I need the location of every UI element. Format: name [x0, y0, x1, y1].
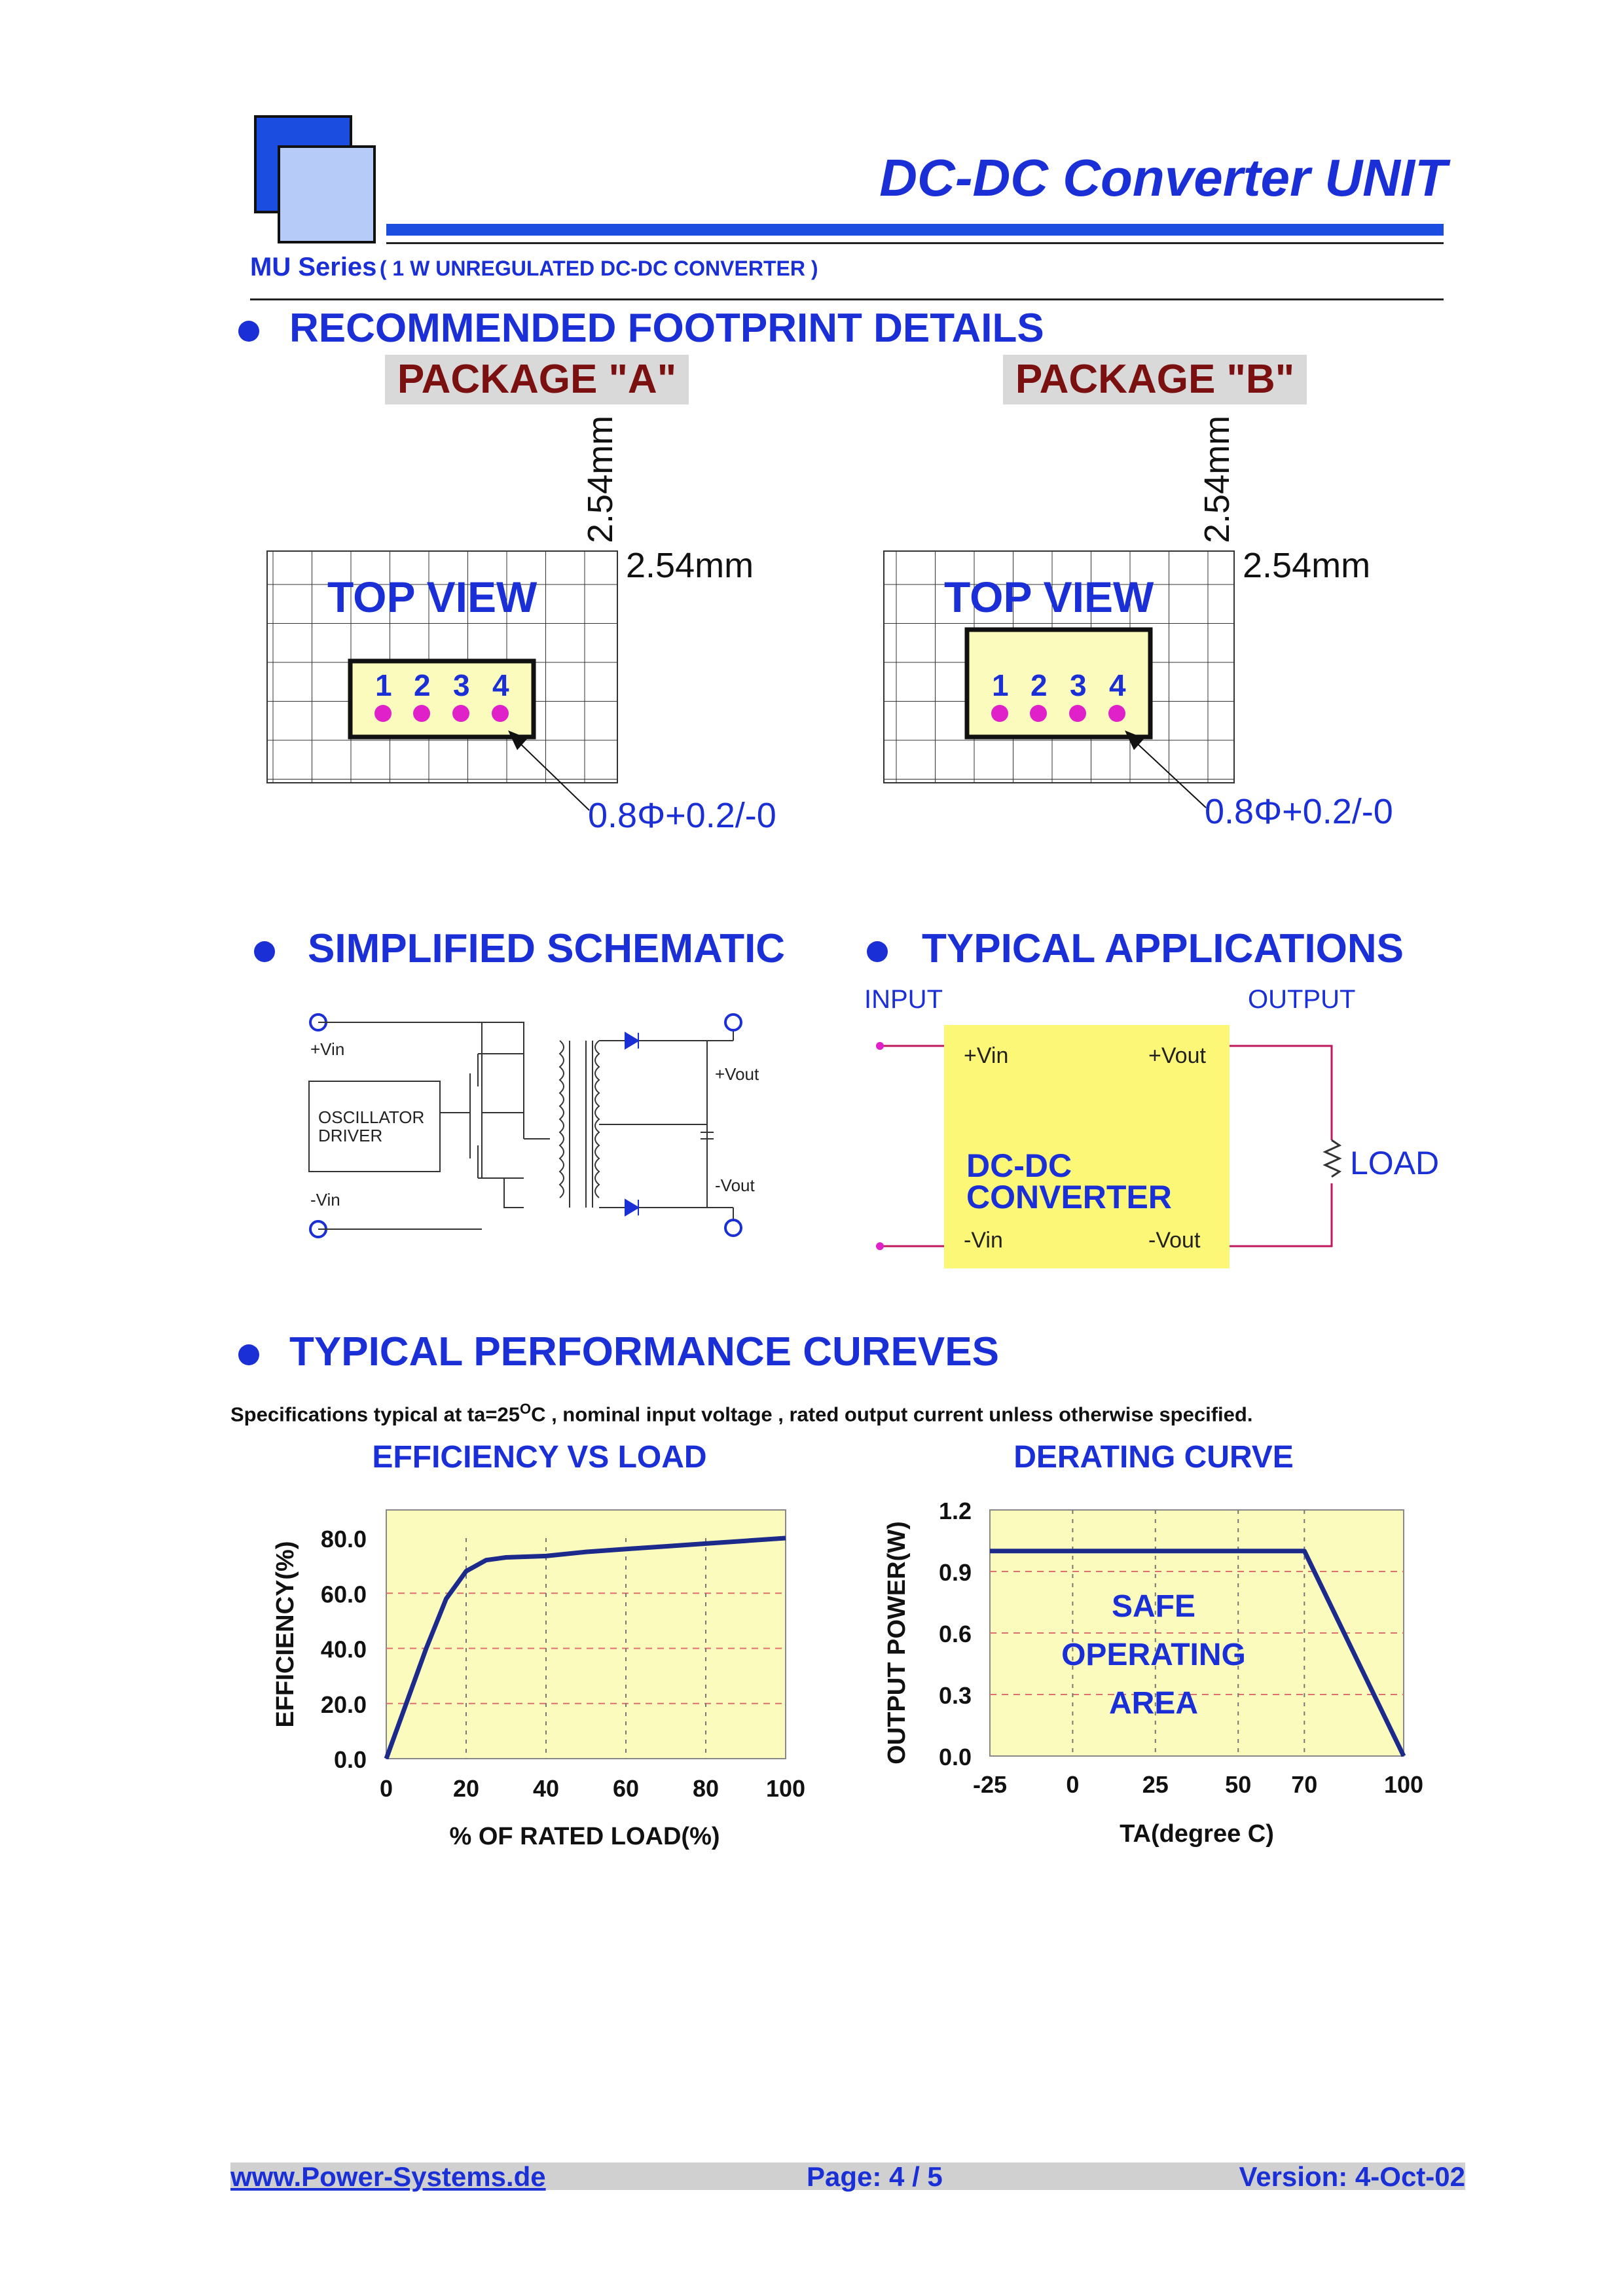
pin-3: [1069, 705, 1086, 722]
x-tick-label: 40: [532, 1775, 560, 1802]
page-number: Page: 4 / 5: [807, 2161, 943, 2192]
pin-label: 4: [492, 668, 509, 702]
footprint-heading: RECOMMENDED FOOTPRINT DETAILS: [289, 306, 1044, 351]
derating-y-axis-label: OUTPUT POWER(W): [883, 1521, 911, 1765]
version-label: Version: 4-Oct-02: [1239, 2161, 1465, 2192]
applications-heading: TYPICAL APPLICATIONS: [922, 926, 1404, 971]
series-description: ( 1 W UNREGULATED DC-DC CONVERTER ): [379, 257, 818, 280]
schematic-heading: SIMPLIFIED SCHEMATIC: [308, 926, 786, 971]
soa-label-3: AREA: [1108, 1686, 1199, 1721]
footprint-diagrams: [0, 0, 1623, 916]
pin-label: 3: [453, 668, 470, 702]
typical-application: [864, 988, 1453, 1289]
x-tick-label: 60: [612, 1775, 640, 1802]
package-b-label: PACKAGE "B": [1003, 355, 1307, 404]
pin-label: 4: [1109, 668, 1126, 702]
horizontal-pitch-label: 2.54mm: [626, 546, 754, 585]
x-tick-label: -25: [972, 1771, 1008, 1798]
y-tick-label: 60.0: [320, 1581, 367, 1608]
pin-label: 1: [375, 668, 392, 702]
footprint-a: [267, 416, 776, 835]
x-tick-label: 100: [765, 1775, 806, 1802]
footprint-b: [884, 416, 1393, 831]
performance-heading: TYPICAL PERFORMANCE CUREVES: [289, 1329, 999, 1374]
note-post: C , nominal input voltage , rated output current unless otherwise specified.: [531, 1403, 1253, 1426]
oscillator-label: OSCILLATOR: [318, 1107, 425, 1127]
pin-label: 3: [1070, 668, 1087, 702]
y-tick-label: 1.2: [938, 1498, 972, 1524]
app-vin-pos-label: +Vin: [964, 1043, 1009, 1068]
converter-label-2: CONVERTER: [966, 1179, 1172, 1215]
y-tick-label: 0.0: [333, 1746, 367, 1773]
driver-label: DRIVER: [318, 1126, 383, 1145]
input-label: INPUT: [864, 988, 943, 1014]
pin-2: [1030, 705, 1047, 722]
pin-3: [452, 705, 469, 722]
y-tick-label: 40.0: [320, 1636, 367, 1663]
y-tick-label: 0.3: [938, 1682, 972, 1709]
vin-pos-label: +Vin: [310, 1039, 345, 1059]
soa-label-2: OPERATING: [1061, 1638, 1246, 1672]
converter-label-1: DC-DC: [966, 1147, 1072, 1184]
efficiency-chart: [262, 1427, 838, 1872]
page-title: DC-DC Converter UNIT: [879, 149, 1447, 207]
simplified-schematic: [288, 1001, 799, 1263]
x-tick-label: 25: [1142, 1771, 1169, 1798]
series-name: MU Series: [250, 253, 377, 281]
x-tick-label: 70: [1291, 1771, 1318, 1798]
pin-label: 2: [1030, 668, 1048, 702]
derating-chart: [877, 1427, 1453, 1872]
bullet-icon: [867, 941, 888, 962]
y-tick-label: 20.0: [320, 1691, 367, 1718]
x-tick-label: 20: [452, 1775, 480, 1802]
y-tick-label: 0.9: [938, 1559, 972, 1586]
derating-x-axis-label: TA(degree C): [1120, 1820, 1274, 1848]
package-a-label: PACKAGE "A": [385, 355, 689, 404]
efficiency-x-axis-label: % OF RATED LOAD(%): [449, 1823, 720, 1850]
x-tick-label: 0: [379, 1775, 393, 1802]
top-view-label: TOP VIEW: [327, 573, 538, 621]
pin-4: [492, 705, 509, 722]
plot-area: [386, 1510, 786, 1759]
efficiency-y-axis-label: EFFICIENCY(%): [272, 1541, 299, 1728]
vout-pos-label: +Vout: [715, 1064, 759, 1084]
pin-2: [413, 705, 430, 722]
vout-neg-label: -Vout: [715, 1175, 755, 1195]
app-vin-neg-label: -Vin: [964, 1228, 1003, 1253]
horizontal-pitch-label: 2.54mm: [1243, 546, 1371, 585]
load-label: LOAD: [1350, 1145, 1440, 1181]
pin-1: [991, 705, 1008, 722]
output-label: OUTPUT: [1248, 988, 1356, 1014]
x-tick-label: 50: [1225, 1771, 1252, 1798]
performance-note: [230, 1401, 1252, 1426]
top-view-label: TOP VIEW: [944, 573, 1154, 621]
pin-4: [1108, 705, 1125, 722]
hole-diameter-label: 0.8Φ+0.2/-0: [1205, 792, 1393, 831]
pin-label: 2: [414, 668, 431, 702]
bullet-icon: [254, 941, 275, 962]
pin-label: 1: [992, 668, 1009, 702]
soa-label-1: SAFE: [1111, 1589, 1196, 1624]
website-link[interactable]: www.Power-Systems.de: [230, 2161, 546, 2192]
x-tick-label: 0: [1066, 1771, 1080, 1798]
y-tick-label: 0.0: [938, 1744, 972, 1770]
y-tick-label: 0.6: [938, 1621, 972, 1647]
note-sup: O: [519, 1401, 532, 1417]
app-vout-neg-label: -Vout: [1148, 1228, 1201, 1253]
x-tick-label: 80: [692, 1775, 720, 1802]
vertical-pitch-label: 2.54mm: [581, 415, 620, 543]
vin-neg-label: -Vin: [310, 1190, 340, 1210]
app-vout-pos-label: +Vout: [1148, 1043, 1206, 1068]
pin-1: [374, 705, 392, 722]
vertical-pitch-label: 2.54mm: [1197, 415, 1237, 543]
note-pre: Specifications typical at ta=25: [230, 1403, 520, 1426]
x-tick-label: 100: [1383, 1771, 1424, 1798]
derating-chart-title: DERATING CURVE: [1013, 1440, 1294, 1475]
efficiency-chart-title: EFFICIENCY VS LOAD: [372, 1440, 707, 1475]
hole-diameter-label: 0.8Φ+0.2/-0: [588, 796, 776, 835]
y-tick-label: 80.0: [320, 1526, 367, 1552]
bullet-icon: [238, 1344, 259, 1365]
